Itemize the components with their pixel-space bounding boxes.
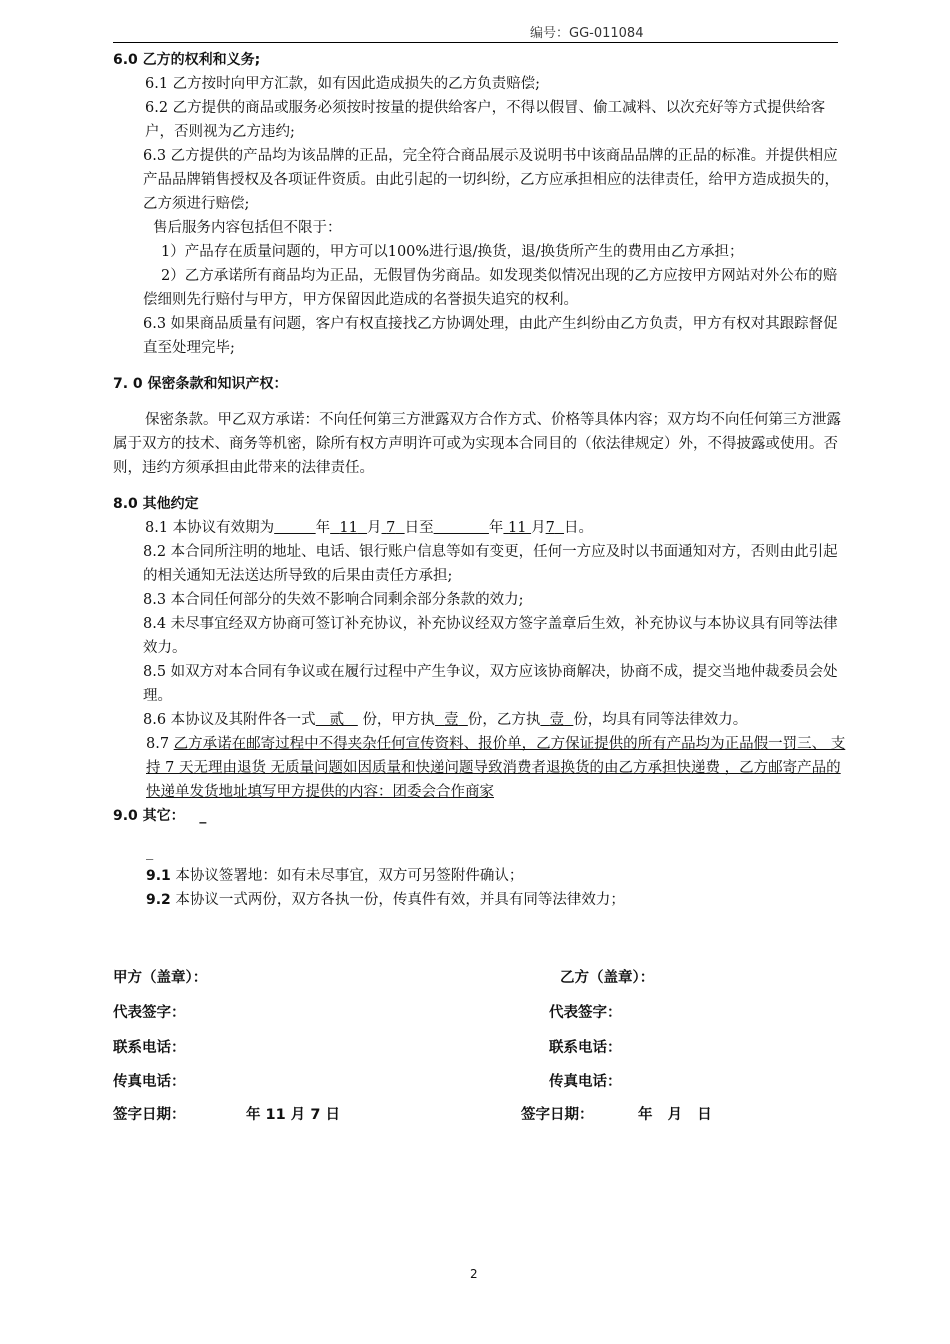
clause-8-6: 8.6 本协议及其附件各一式 贰 份，甲方执 壹 份，乙方执 壹 份，均具有同等法律效力。 [143,712,748,728]
clause-8-3: 8.3 本合同任何部分的失效不影响合同剩余部分条款的效力; [143,592,524,608]
section-6-title: 6.0 乙方的权利和义务; [113,52,261,68]
after-sales-item-1: 1）产品存在质量问题的，甲方可以100%进行退/换货，退/换货所产生的费用由乙方承担； [161,244,744,260]
party-b-fax-label: 传真电话： [549,1074,622,1090]
section-9-blank: _ [146,844,154,860]
party-a-date-label: 签字日期： [113,1107,186,1123]
confidentiality-clause: 保密条款。甲乙双方承诺：不向任何第三方泄露双方合作方式、价格等具体内容；双方均不向任何第三方泄露属于双方的技术、商务等机密，除所有权方声明许可或为实现本合同目的（依法律规定）外，不得披露或使用。否则，违约方须承担由此带来的法律责任。 [113,412,841,476]
section-8-title: 8.0 其他约定 [113,496,199,512]
clause-6-2: 6.2 乙方提供的商品或服务必须按时按量的提供给客户，不得以假冒、偷工减料、以次充好等方式提供给客户，否则视为乙方违约; [145,100,826,140]
party-a-fax-label: 传真电话： [113,1074,186,1090]
party-b-date-value: 年 月 日 [638,1107,712,1123]
clause-6-1: 6.1 乙方按时向甲方汇款，如有因此造成损失的乙方负责赔偿; [145,76,541,92]
party-b-seal-label: 乙方（盖章）： [560,970,655,986]
party-a-date-value: 年 11 月 7 日 [246,1107,340,1123]
clause-9-1: 9.1 本协议签署地：如有未尽事宜，双方可另签附件确认； [146,868,524,884]
section-9-title: 9.0 其它： _ [113,808,207,824]
header-rule [113,42,838,43]
clause-8-2: 8.2 本合同所注明的地址、电话、银行账户信息等如有变更，任何一方应及时以书面通知对方，否则由此引起的相关通知无法送达所导致的后果由责任方承担; [143,544,838,584]
clause-9-2: 9.2 本协议一式两份，双方各执一份，传真件有效，并具有同等法律效力； [146,892,625,908]
clause-8-4: 8.4 未尽事宜经双方协商可签订补充协议，补充协议经双方签字盖章后生效，补充协议与本协议具有同等法律效力。 [143,616,838,656]
clause-6-3: 6.3 乙方提供的产品均为该品牌的正品，完全符合商品展示及说明书中该商品品牌的正品的标准。并提供相应产品品牌销售授权及各项证件资质。由此引起的一切纠纷，乙方应承担相应的法律责任，给甲方造成损失的，乙方须进行赔偿; [143,148,839,212]
contract-body [113,48,848,912]
clause-8-1: 8.1 本协议有效期为 年 11 月 7 日至 年 11 月7 日。 [145,520,594,536]
clause-6-3-quality: 6.3 如果商品质量有问题，客户有权直接找乙方协调处理，由此产生纠纷由乙方负责，甲方有权对其跟踪督促直至处理完毕; [143,316,838,356]
party-b-representative-label: 代表签字： [549,1005,622,1021]
party-a-representative-label: 代表签字： [113,1005,186,1021]
page-number: 2 [470,1267,478,1281]
clause-8-7: 8.7 乙方承诺在邮寄过程中不得夹杂任何宣传资料、报价单，乙方保证提供的所有产品均为正品假一罚三、 支持 7 天无理由退货 无质量问题如因质量和快递问题导致消费者退换货的由乙方承担快递费 ，乙方邮寄产品的快递单发货地址填写甲方提供的内容：团委会合作商家 [146,736,846,800]
after-sales-item-2: 2）乙方承诺所有商品均为正品，无假冒伪劣商品。如发现类似情况出现的乙方应按甲方网站对外公布的赔偿细则先行赔付与甲方，甲方保留因此造成的名誉损失追究的权利。 [143,268,838,308]
party-b-date-label: 签字日期： [521,1107,594,1123]
party-b-phone-label: 联系电话： [549,1040,622,1056]
clause-8-5: 8.5 如双方对本合同有争议或在履行过程中产生争议，双方应该协商解决，协商不成，提交当地仲裁委员会处理。 [143,664,838,704]
party-a-seal-label: 甲方（盖章）： [113,970,208,986]
party-a-phone-label: 联系电话： [113,1040,186,1056]
section-7-title: 7. 0 保密条款和知识产权： [113,376,288,392]
after-sales-intro: 售后服务内容包括但不限于： [153,220,342,236]
document-number: 编号：GG-011084 [530,26,644,41]
